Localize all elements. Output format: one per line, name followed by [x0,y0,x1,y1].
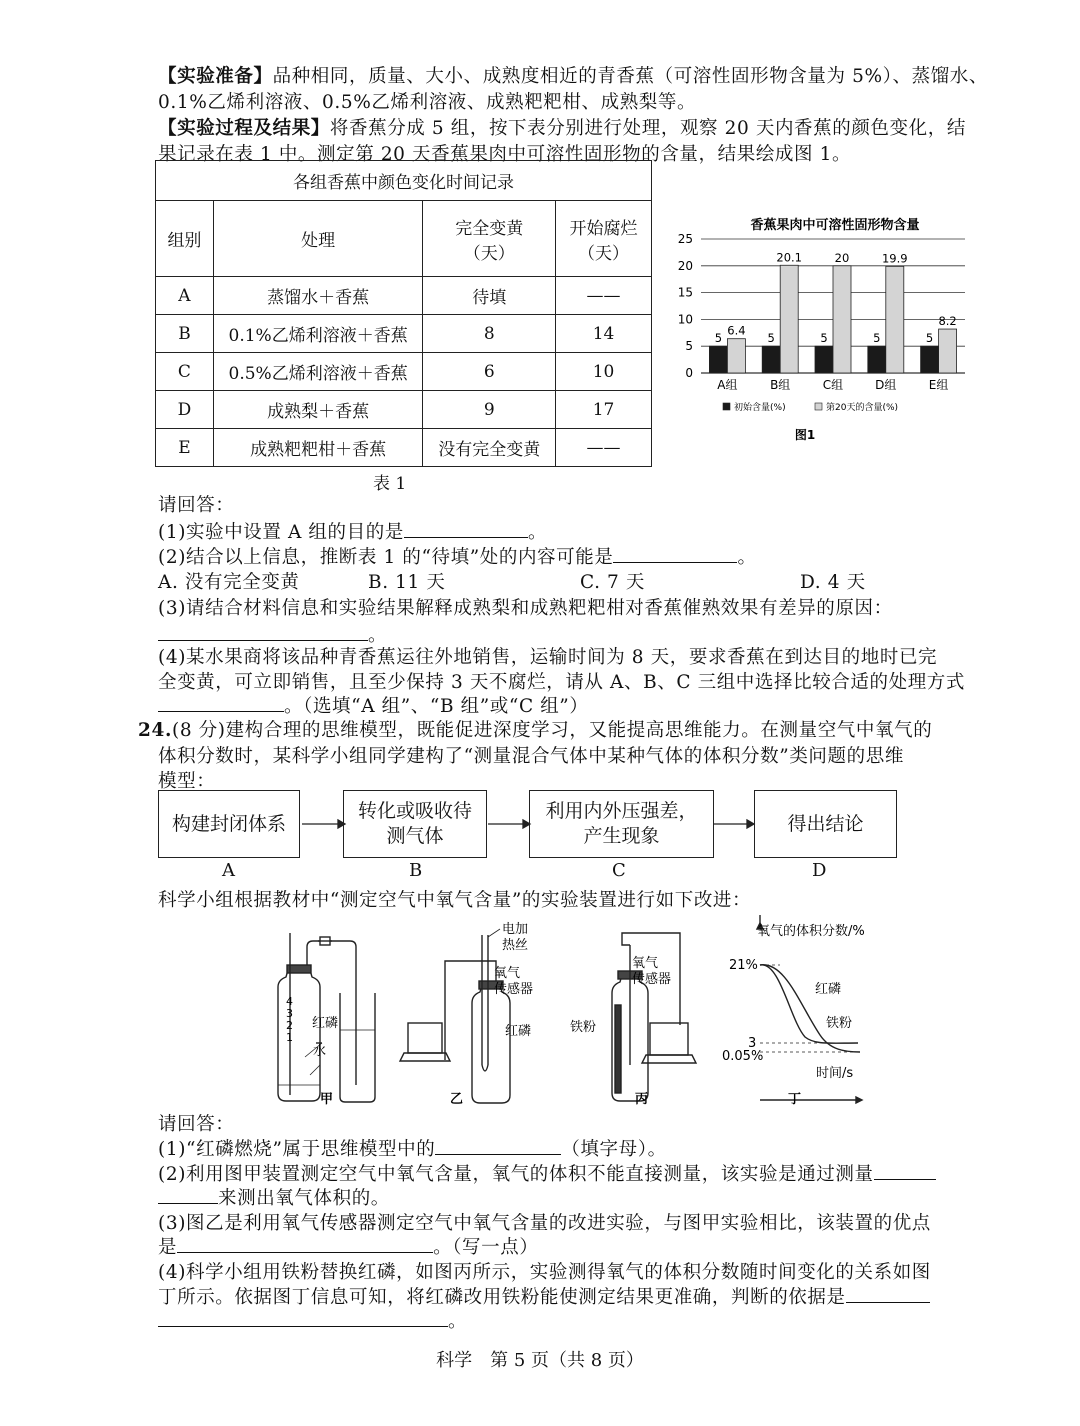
q23-q3-answer: 。 [158,621,387,647]
flow-box-b: 转化或吸收待 测气体 [343,790,487,858]
label-yi: 乙 [450,1092,464,1107]
x-tick-label: B组 [770,378,791,392]
apparatus-figures [260,915,890,1110]
proc-text-1: 将香蕉分成 5 组，按下表分别进行处理，观察 20 天内香蕉的颜色变化，结 [329,118,966,139]
bar-value-label: 5 [820,331,828,346]
bar-value-label: 5 [714,331,723,346]
svg-text:电加: 电加 [502,922,529,937]
table-1 [155,160,652,467]
bar [709,346,727,373]
q24-q4-line1: (4)科学小组用铁粉替换红磷，如图丙所示，实验测得氧气的体积分数随时间变化的关系如图 [158,1262,931,1283]
y-tick-label: 10 [677,312,693,327]
q24-intro-3: 模型： [158,771,216,792]
y-tick-label: 0 [685,366,693,380]
q24-q2-line2: 来测出氧气体积的。 [158,1184,390,1210]
proc-line-1 [158,114,966,140]
bar-value-label: 8.2 [938,314,957,329]
svg-text:铁粉: 铁粉 [826,1016,853,1031]
q23-q3: (3)请结合材料信息和实验结果解释成熟梨和成熟粑粑柑对香蕉催熟效果有差异的原因： [158,598,893,619]
svg-text:热丝: 热丝 [502,938,529,953]
q24-intro-1: 24.(8 分)建构合理的思维模型，既能促进深度学习，又能提高思维能力。在测量空气中氧气的 [138,720,933,741]
bar-value-label: 5 [873,331,881,346]
label-bing: 丙 [635,1092,649,1107]
chart-caption: 图1 [794,428,816,442]
q23-q4-line2: 全变黄，可立即销售，且至少保持 3 天不腐烂，请从 A、B、C 三组中选择比较合适的处理方式 [158,672,966,693]
svg-text:3: 3 [748,1036,757,1051]
bar [886,266,904,373]
header-group: 组别 [156,201,214,277]
q24-after-flow: 科学小组根据教材中“测定空气中氧气含量”的实验装置进行如下改进： [158,890,752,911]
q23-q1: (1)实验中设置 A 组的目的是 。 [158,518,547,544]
prep-line-2: 0.1%乙烯利溶液、0.5%乙烯利溶液、成熟粑粑柑、成熟梨等。 [158,92,697,113]
svg-text:时间/s: 时间/s [816,1066,854,1081]
header-rot: 开始腐烂 （天） [556,201,652,277]
answer-blank[interactable] [846,1284,930,1303]
bar [815,346,833,373]
bar-chart [665,205,975,465]
q24-prompt: 请回答： [158,1114,235,1135]
answer-blank[interactable] [158,693,284,712]
answer-blank[interactable] [435,1136,561,1155]
q23-q4-line3: 。（选填“A 组”、“B 组”或“C 组”） [158,692,588,718]
q24-intro-2: 体积分数时，某科学小组同学建构了“测量混合气体中某种气体的体积分数”类问题的思维 [158,746,904,767]
label-ding: 丁 [788,1092,802,1107]
q23-q4-line1: (4)某水果商将该品种青香蕉运往外地销售，运输时间为 8 天，要求香蕉在到达目的地时已完 [158,647,938,668]
bar [727,339,745,373]
svg-text:0.05%: 0.05% [722,1049,764,1064]
label-red-phosphorus: 红磷 [312,1016,339,1031]
chart-title: 香蕉果肉中可溶性固形物含量 [750,218,920,233]
svg-text:4: 4 [286,995,293,1008]
x-tick-label: D组 [875,378,897,392]
legend-label: 初始含量(%) [734,403,786,413]
svg-text:传感器: 传感器 [632,972,672,987]
svg-text:21%: 21% [729,958,758,973]
q24-q2-line1: (2)利用图甲装置测定空气中氧气含量，氧气的体积不能直接测量，该实验是通过测量 [158,1160,936,1186]
answer-blank[interactable] [158,1308,448,1327]
flow-box-d: 得出结论 [754,790,897,858]
bar [921,346,939,373]
q24-q4-line2: 丁所示。依据图丁信息可知，将红磷改用铁粉能使测定结果更准确，判断的依据是 [158,1283,930,1309]
bar [868,346,886,373]
q24-q4-line3: 。 [158,1307,467,1333]
prep-line-1 [158,62,988,88]
bar-value-label: 5 [925,331,934,346]
flow-label-a: A [222,860,235,881]
flow-box-a: 构建封闭体系 [158,790,300,858]
q23-option-c: C. 7 天 [580,572,646,593]
q24-q1: (1)“红磷燃烧”属于思维模型中的 （填字母）。 [158,1135,667,1161]
x-tick-label: C组 [822,378,844,392]
q23-option-b: B. 11 天 [368,572,446,593]
proc-line-2: 果记录在表 1 中。测定第 20 天香蕉果肉中可溶性固形物的含量，结果绘成图 1。 [158,144,852,165]
bar-value-label: 5 [767,331,775,346]
x-tick-label: A组 [717,378,738,392]
svg-text:1: 1 [286,1031,293,1044]
svg-text:3: 3 [286,1007,293,1020]
svg-text:氧气: 氧气 [494,966,521,981]
answer-blank[interactable] [874,1161,936,1180]
y-tick-label: 15 [677,285,693,300]
header-treatment: 处理 [213,201,422,277]
legend-swatch [723,403,730,410]
q23-q2: (2)结合以上信息，推断表 1 的“待填”处的内容可能是 。 [158,543,757,569]
legend-swatch [815,403,822,410]
header-yellow: 完全变黄 （天） [423,201,556,277]
answer-blank[interactable] [177,1234,433,1253]
svg-text:传感器: 传感器 [494,982,534,997]
bar [780,265,798,373]
table-row: A 蒸馏水＋香蕉 待填 —— [156,277,652,315]
table-row: E 成熟粑粑柑＋香蕉 没有完全变黄 —— [156,429,652,467]
flow-label-c: C [612,860,626,881]
bar [762,346,780,373]
svg-text:氧气: 氧气 [632,956,659,971]
q24-q3-line1: (3)图乙是利用氧气传感器测定空气中氧气含量的改进实验，与图甲实验相比，该装置的优点 [158,1213,931,1234]
q23-option-a: A. 没有完全变黄 [158,572,300,593]
table-row: B 0.1%乙烯利溶液＋香蕉 8 14 [156,315,652,353]
svg-text:红磷: 红磷 [505,1024,532,1039]
svg-text:红磷: 红磷 [815,982,842,997]
y-tick-label: 25 [677,232,693,246]
x-tick-label: E组 [928,378,949,392]
answer-blank[interactable] [158,622,368,641]
prep-text-1: 品种相同，质量、大小、成熟度相近的青香蕉（可溶性固形物含量为 5%）、蒸馏水、 [272,66,988,87]
bar [939,329,957,373]
flow-label-d: D [812,860,827,881]
proc-label: 【实验过程及结果】 [158,118,330,139]
q24-q3-line2: 是 。（写一点） [158,1233,538,1259]
svg-text:氧气的体积分数/%: 氧气的体积分数/% [757,924,865,939]
bar-value-label: 20.1 [776,250,803,265]
q23-prompt: 请回答： [158,495,235,516]
flow-arrows [298,815,758,835]
page-footer: 科学 第 5 页（共 8 页） [436,1350,644,1371]
prep-label: 【实验准备】 [158,66,273,87]
y-tick-label: 5 [685,339,693,354]
table-row: C 0.5%乙烯利溶液＋香蕉 6 10 [156,353,652,391]
table-caption: 表 1 [373,474,407,494]
bar-value-label: 6.4 [727,323,746,338]
apparatus-yi [400,929,510,1103]
legend-label: 第20天的含量(%) [826,403,899,413]
answer-blank[interactable] [158,1185,218,1204]
y-tick-label: 20 [677,258,693,273]
bar [833,266,851,373]
table-title: 各组香蕉中颜色变化时间记录 [156,161,652,201]
answer-blank[interactable] [613,544,737,563]
flow-box-c: 利用内外压强差， 产生现象 [529,790,714,858]
label-jia: 甲 [320,1092,334,1107]
q23-option-d: D. 4 天 [800,572,866,593]
svg-text:2: 2 [286,1019,293,1032]
bar-value-label: 20 [834,250,850,265]
bar-value-label: 19.9 [881,251,908,266]
table-row: D 成熟梨＋香蕉 9 17 [156,391,652,429]
flow-label-b: B [409,860,423,881]
svg-text:铁粉: 铁粉 [570,1020,597,1035]
label-water: 水 [313,1044,327,1059]
answer-blank[interactable] [404,519,528,538]
